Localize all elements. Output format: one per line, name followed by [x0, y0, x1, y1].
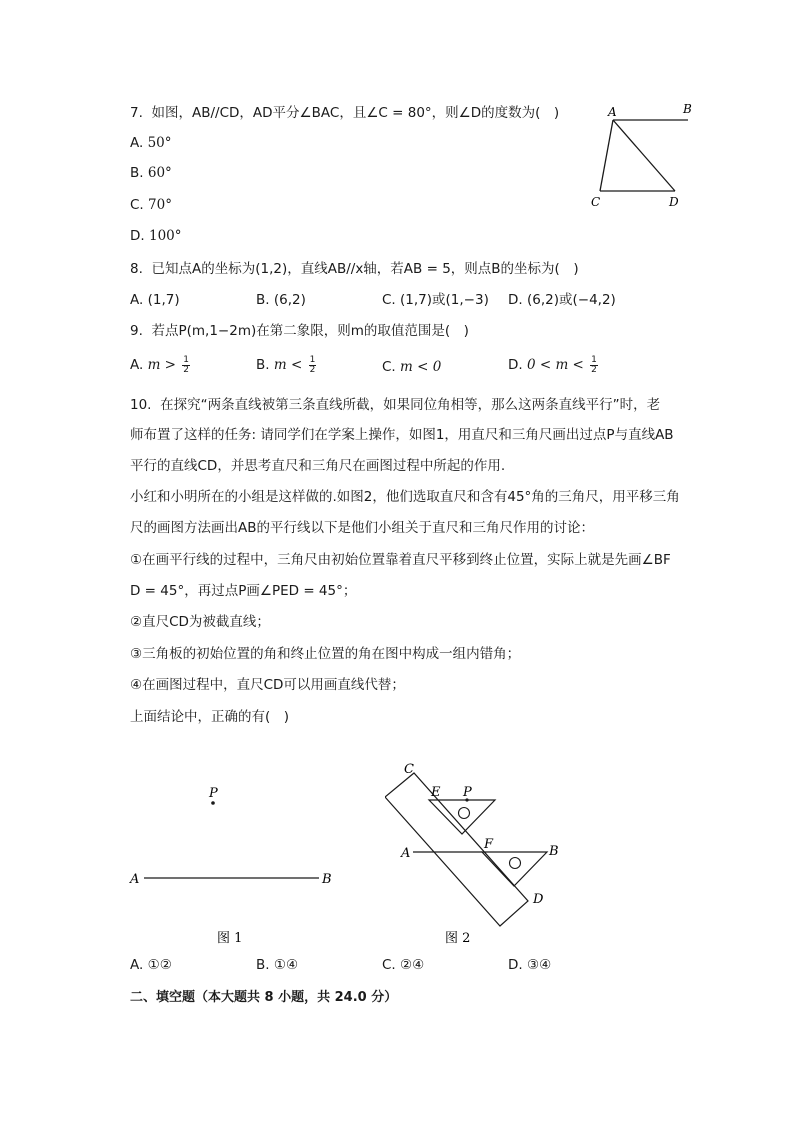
q7-option-a: A. 50°	[130, 135, 172, 151]
fig2-label-a: A	[401, 846, 411, 861]
q8-option-b: B. (6,2)	[256, 292, 306, 308]
q10-option-b: B. ①④	[256, 957, 299, 973]
fig2-label-d: D	[533, 892, 544, 907]
q10-line-8: ②直尺CD为被截直线；	[130, 614, 270, 630]
q8-number: 8.	[130, 261, 143, 277]
fig2-label-b: B	[549, 844, 559, 859]
q7-line-ac	[600, 120, 613, 191]
q7-label-c: C	[591, 195, 601, 209]
q8-option-d: D. (6,2)或(−4,2)	[508, 292, 616, 308]
fig2-label-p: P	[463, 785, 472, 800]
q9-stem-text: 若点P(m,1−2m)在第二象限，则m的取值范围是( )	[151, 323, 469, 339]
q8-option-c: C. (1,7)或(1,−3)	[382, 292, 489, 308]
q10-figure-2	[385, 758, 585, 953]
q10-number: 10.	[130, 397, 152, 413]
fig1-label-b: B	[322, 872, 332, 887]
q10-line-1: 10. 在探究“两条直线被第三条直线所截，如果同位角相等，那么这两条直线平行”时，老	[130, 397, 661, 413]
q10-line-3: 平行的直线CD，并思考直尺和三角尺在画图过程中所起的作用.	[130, 458, 506, 474]
q9-option-c: C. m < 0	[382, 359, 442, 375]
q7-label-d: D	[669, 195, 679, 209]
fig2-label-c: C	[404, 762, 414, 777]
q7-line-ad	[613, 120, 675, 191]
q9-option-a-fraction: $\frac{1}{2}$	[183, 354, 190, 375]
q10-line-7: D = 45°，再过点P画∠PED = 45°；	[130, 583, 357, 599]
fig1-caption: 图 1	[217, 931, 243, 946]
q10-option-d: D. ③④	[508, 957, 552, 973]
fig1-label-a: A	[130, 872, 140, 887]
q7-figure	[585, 98, 700, 213]
q7-number: 7.	[130, 105, 143, 121]
fig2-triangle-initial-hole	[459, 808, 470, 819]
fig1-point-p	[211, 801, 215, 805]
fig1-label-p: P	[209, 786, 218, 801]
q9-number: 9.	[130, 323, 143, 339]
section-heading: 二、填空题（本大题共 8 小题，共 24.0 分）	[130, 990, 398, 1005]
q10-line-6: ①在画平行线的过程中，三角尺由初始位置靠着直尺平移到终止位置，实际上就是先画∠BF	[130, 552, 671, 568]
q7-option-d: D. 100°	[130, 228, 182, 244]
fig2-triangle-initial	[429, 800, 495, 834]
fig2-label-f: F	[484, 837, 494, 852]
fig2-label-e: E	[431, 785, 441, 800]
q10-option-a: A. ①②	[130, 957, 172, 973]
q8-stem	[130, 259, 579, 279]
q7-label-b: B	[683, 102, 692, 116]
q10-line-2: 师布置了这样的任务: 请同学们在学案上操作，如图1，用直尺和三角尺画出过点P与直线AB	[130, 427, 674, 443]
q8-option-a: A. (1,7)	[130, 292, 180, 308]
q9-option-a: A. m > $\frac{1}{2}$	[130, 354, 190, 375]
q9-option-b: B. m < $\frac{1}{2}$	[256, 354, 316, 375]
q8-stem-text: 已知点A的坐标为(1,2)，直线AB//x轴，若AB = 5，则点B的坐标为( )	[151, 261, 579, 277]
q10-line-4: 小红和小明所在的小组是这样做的.如图2，他们选取直尺和含有45°角的三角尺，用平移三角	[130, 489, 680, 505]
q10-figure-1	[125, 780, 345, 950]
fig2-triangle-final-hole	[510, 858, 521, 869]
q7-label-a: A	[608, 105, 617, 119]
q7-stem	[130, 103, 559, 123]
q10-line-9: ③三角板的初始位置的角和终止位置的角在图中构成一组内错角；	[130, 646, 521, 662]
q10-option-c: C. ②④	[382, 957, 425, 973]
q7-stem-text: 如图，AB//CD，AD平分∠BAC，且∠C = 80°，则∠D的度数为( )	[151, 105, 560, 121]
q10-line-10: ④在画图过程中，直尺CD可以用画直线代替；	[130, 677, 405, 693]
q7-option-c: C. 70°	[130, 197, 172, 213]
q9-option-d-fraction: $\frac{1}{2}$	[591, 354, 597, 375]
q10-line-5: 尺的画图方法画出AB的平行线以下是他们小组关于直尺和三角尺作用的讨论：	[130, 520, 594, 536]
q10-line-11: 上面结论中，正确的有( )	[130, 709, 290, 725]
q9-option-b-fraction: $\frac{1}{2}$	[309, 354, 316, 375]
q9-stem	[130, 321, 469, 341]
q9-option-d: D. 0 < m < $\frac{1}{2}$	[508, 354, 597, 375]
fig2-caption: 图 2	[445, 931, 471, 946]
q7-option-b: B. 60°	[130, 165, 172, 181]
